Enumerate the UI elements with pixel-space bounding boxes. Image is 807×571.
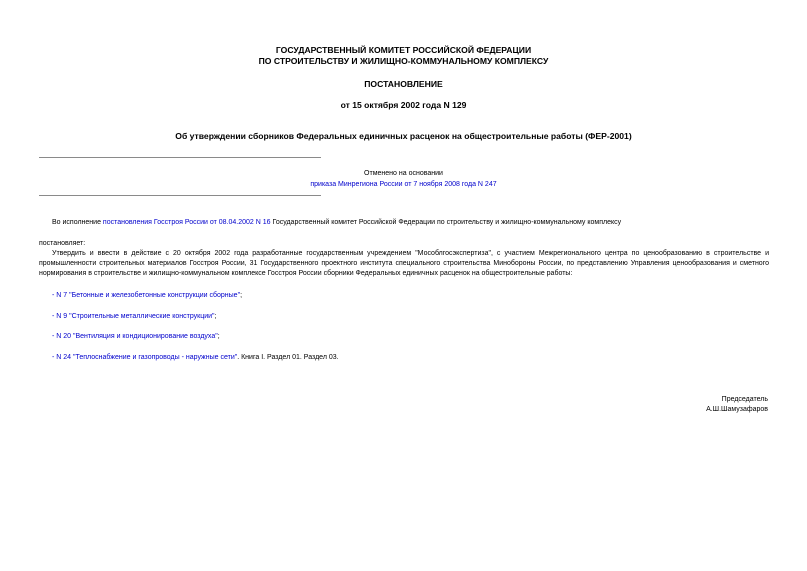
list-item <box>52 312 216 322</box>
document-title: Об утверждении сборников Федеральных единичных расценок на общестроительные работы (ФЕР-2001) <box>175 131 632 141</box>
list-item <box>52 332 220 342</box>
intro-paragraph <box>52 218 772 228</box>
document-type: ПОСТАНОВЛЕНИЕ <box>364 79 443 89</box>
signature-name: А.Ш.Шамузафаров <box>706 406 768 413</box>
collection-9-link[interactable]: - N 9 "Строительные металлические конструкции" <box>52 313 215 320</box>
list-item-suffix: . Книга I. Раздел 01. Раздел 03. <box>237 354 339 361</box>
body-paragraph: Утвердить и ввести в действие с 20 октября 2002 года разработанные государственным учреждением "Мособлгосэкспертиза", с участием Межрегионального центра по ценообразованию в строительстве и промышленности строительных материалов Госстроя России, 31 Государственного проектного института специального строительства Минобороны России, по представлению Управления ценообразования и сметного нормирования в строительстве и жилищно-коммунальном комплексе Госстроя России сборники Федеральных единичных расценок на общестроительные работы: <box>39 250 769 277</box>
intro-suffix: Государственный комитет Российской Федерации по строительству и жилищно-коммунальному комплексу <box>270 219 622 226</box>
divider-bottom <box>39 195 321 196</box>
signature-role: Председатель <box>721 396 768 403</box>
cancel-note-line <box>0 180 807 190</box>
list-item <box>52 353 339 363</box>
list-item-suffix: ; <box>217 333 220 340</box>
cancel-order-link[interactable]: приказа Минрегиона России от 7 ноября 2008 года N 247 <box>310 181 497 188</box>
collection-20-link[interactable]: - N 20 "Вентиляция и кондиционирование воздуха" <box>52 333 218 340</box>
divider-top <box>39 157 321 158</box>
list-item <box>52 291 242 301</box>
list-item-suffix: ; <box>240 292 243 299</box>
header-line-2: ПО СТРОИТЕЛЬСТВУ И ЖИЛИЩНО-КОММУНАЛЬНОМУ КОМПЛЕКСУ <box>258 56 549 66</box>
collection-7-link[interactable]: - N 7 "Бетонные и железобетонные конструкции сборные" <box>52 292 241 299</box>
list-item-suffix: ; <box>214 313 217 320</box>
cancel-note-text: Отменено на основании <box>364 170 443 177</box>
header-line-1: ГОСУДАРСТВЕННЫЙ КОМИТЕТ РОССИЙСКОЙ ФЕДЕРАЦИИ <box>275 45 532 55</box>
intro-resolution-link[interactable]: постановления Госстроя России от 08.04.2002 N 16 <box>102 219 271 226</box>
intro-prefix: Во исполнение <box>52 219 103 226</box>
document-date-number: от 15 октября 2002 года N 129 <box>340 100 467 110</box>
postanovlyaet-label: постановляет: <box>39 240 86 247</box>
collection-24-link[interactable]: - N 24 "Теплоснабжение и газопроводы - наружные сети" <box>52 354 238 361</box>
